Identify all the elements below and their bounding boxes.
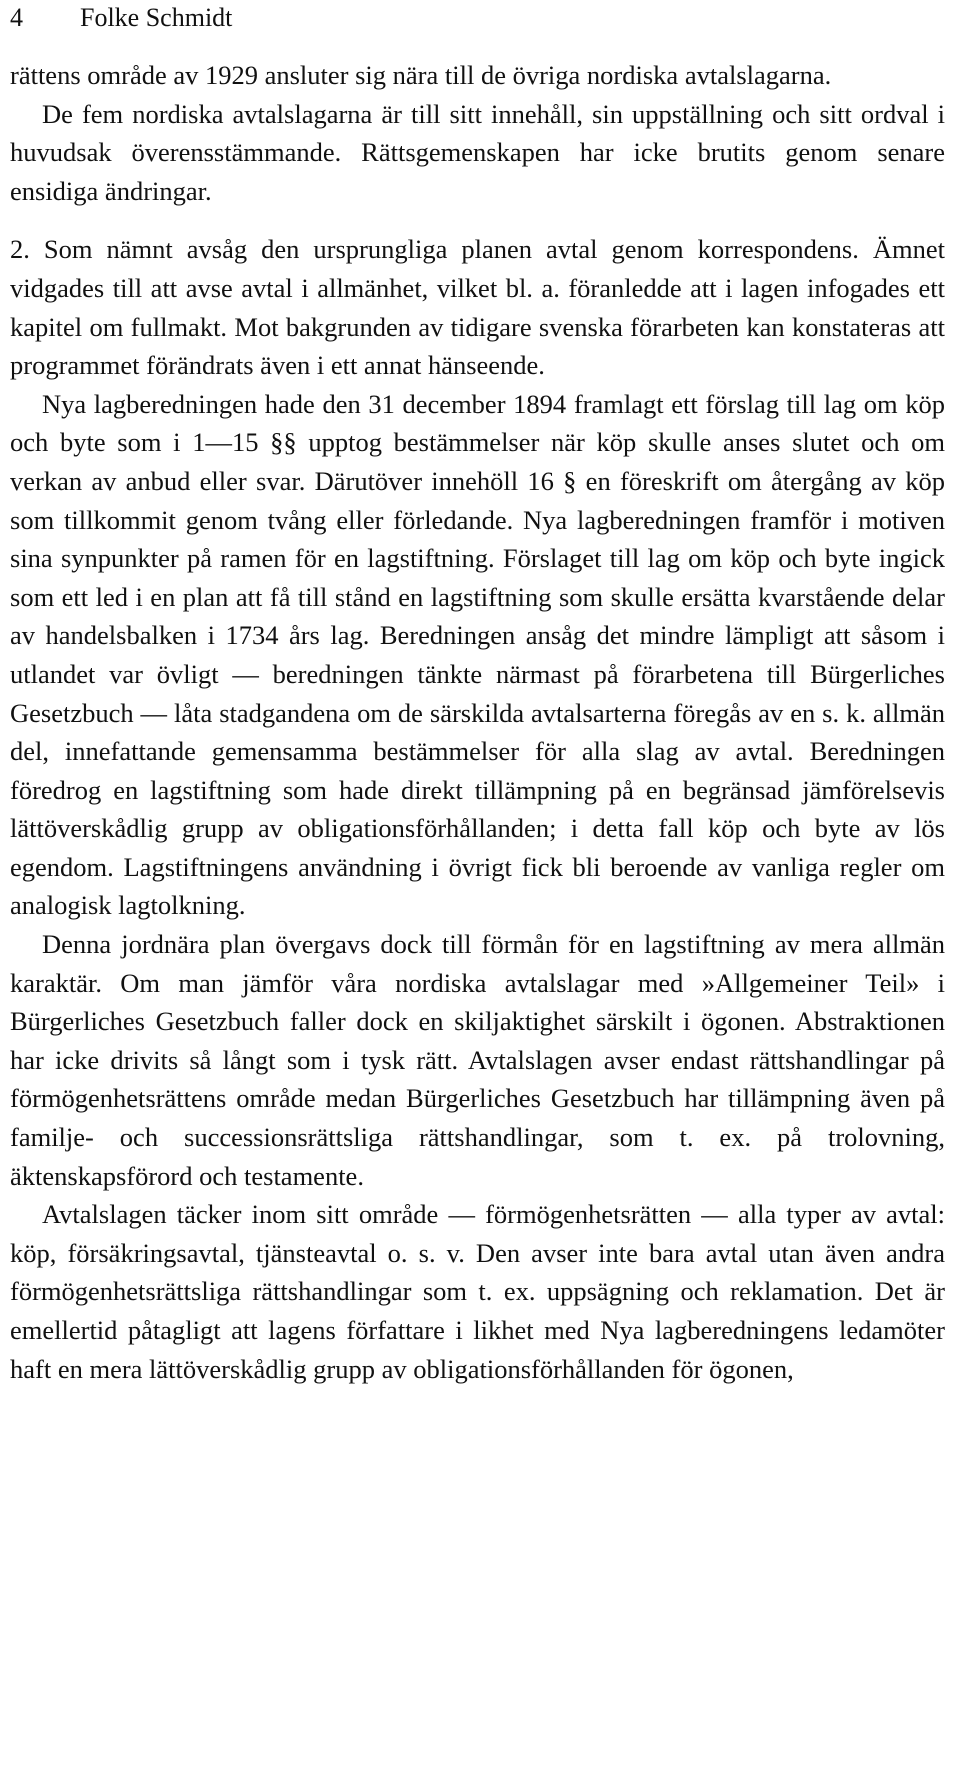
running-head xyxy=(10,2,945,34)
running-head-author: Folke Schmidt xyxy=(80,3,233,32)
document-page xyxy=(10,0,945,1388)
page-number: 4 xyxy=(10,3,23,32)
paragraph: rättens område av 1929 ansluter sig nära till de övriga nordiska avtalslagarna. xyxy=(10,60,832,90)
section-paragraph: 2. Som nämnt avsåg den ursprungliga planen avtal genom korrespondens. Ämnet vidgades till att avse avtal i allmänhet, vilket bl. a. föranledde att i lagen infogades ett kapitel om fullmakt. Mot bakgrunden av tidigare svenska förarbeten kan konstateras att programmet förändrats även i ett annat hänseende. xyxy=(10,234,945,381)
paragraph: De fem nordiska avtalslagarna är till sitt innehåll, sin uppställning och sitt ordval i huvudsak överensstämmande. Rättsgemenskapen har icke brutits genom senare ensidiga ändringar. xyxy=(10,98,945,206)
body-text xyxy=(10,56,945,1388)
paragraph: Denna jordnära plan övergavs dock till förmån för en lagstiftning av mera allmän karaktär. Om man jämför våra nordiska avtalslagar med »Allgemeiner Teil» i Bürgerliches Gesetzbuch faller dock en skiljaktighet särskilt i ögonen. Abstraktionen har icke drivits så långt som i tysk rätt. Avtalslagen avser endast rättshandlingar på förmögenhetsrättens område medan Bürgerliches Gesetzbuch har tillämpning även på familje- och successionsrättsliga rättshandlingar, som t. ex. på trolovning, äktenskapsförord och testamente. xyxy=(10,929,945,1191)
paragraph: Nya lagberedningen hade den 31 december 1894 framlagt ett förslag till lag om köp och byte som i 1—15 §§ upptog bestämmelser när köp skulle anses slutet och om verkan av anbud eller svar. Därutöver innehöll 16 § en föreskrift om återgång av köp som tillkommit genom tvång eller förledande. Nya lagberedningen framför i motiven sina synpunkter på ramen för en lagstiftning. Förslaget till lag om köp och byte ingick som ett led i en plan att få till stånd en lagstiftning som skulle ersätta kvarstående delar av handelsbalken i 1734 års lag. Beredningen ansåg det mindre lämpligt att såsom i utlandet var övligt — beredningen tänkte närmast på förarbetena till Bürgerliches Gesetzbuch — låta stadgandena om de särskilda avtalsarterna föregås av en s. k. allmän del, innefattande gemensamma bestämmelser för alla slag av avtal. Beredningen föredrog en lagstiftning som hade direkt tillämpning på en begränsad jämförelsevis lättöverskådlig grupp av obligationsförhållanden; i detta fall köp och byte av lös egendom. Lagstiftningens användning i övrigt fick bli beroende av vanliga regler om analogisk lagtolkning. xyxy=(10,388,945,921)
paragraph: Avtalslagen täcker inom sitt område — förmögenhetsrätten — alla typer av avtal: köp, försäkringsavtal, tjänsteavtal o. s. v. Den avser inte bara avtal utan även andra förmögenhetsrättsliga rättshandlingar som t. ex. uppsägning och reklamation. Det är emellertid påtagligt att lagens författare i likhet med Nya lagberedningens ledamöter haft en mera lättöverskådlig grupp av obligationsförhållanden för ögonen, xyxy=(10,1199,945,1384)
